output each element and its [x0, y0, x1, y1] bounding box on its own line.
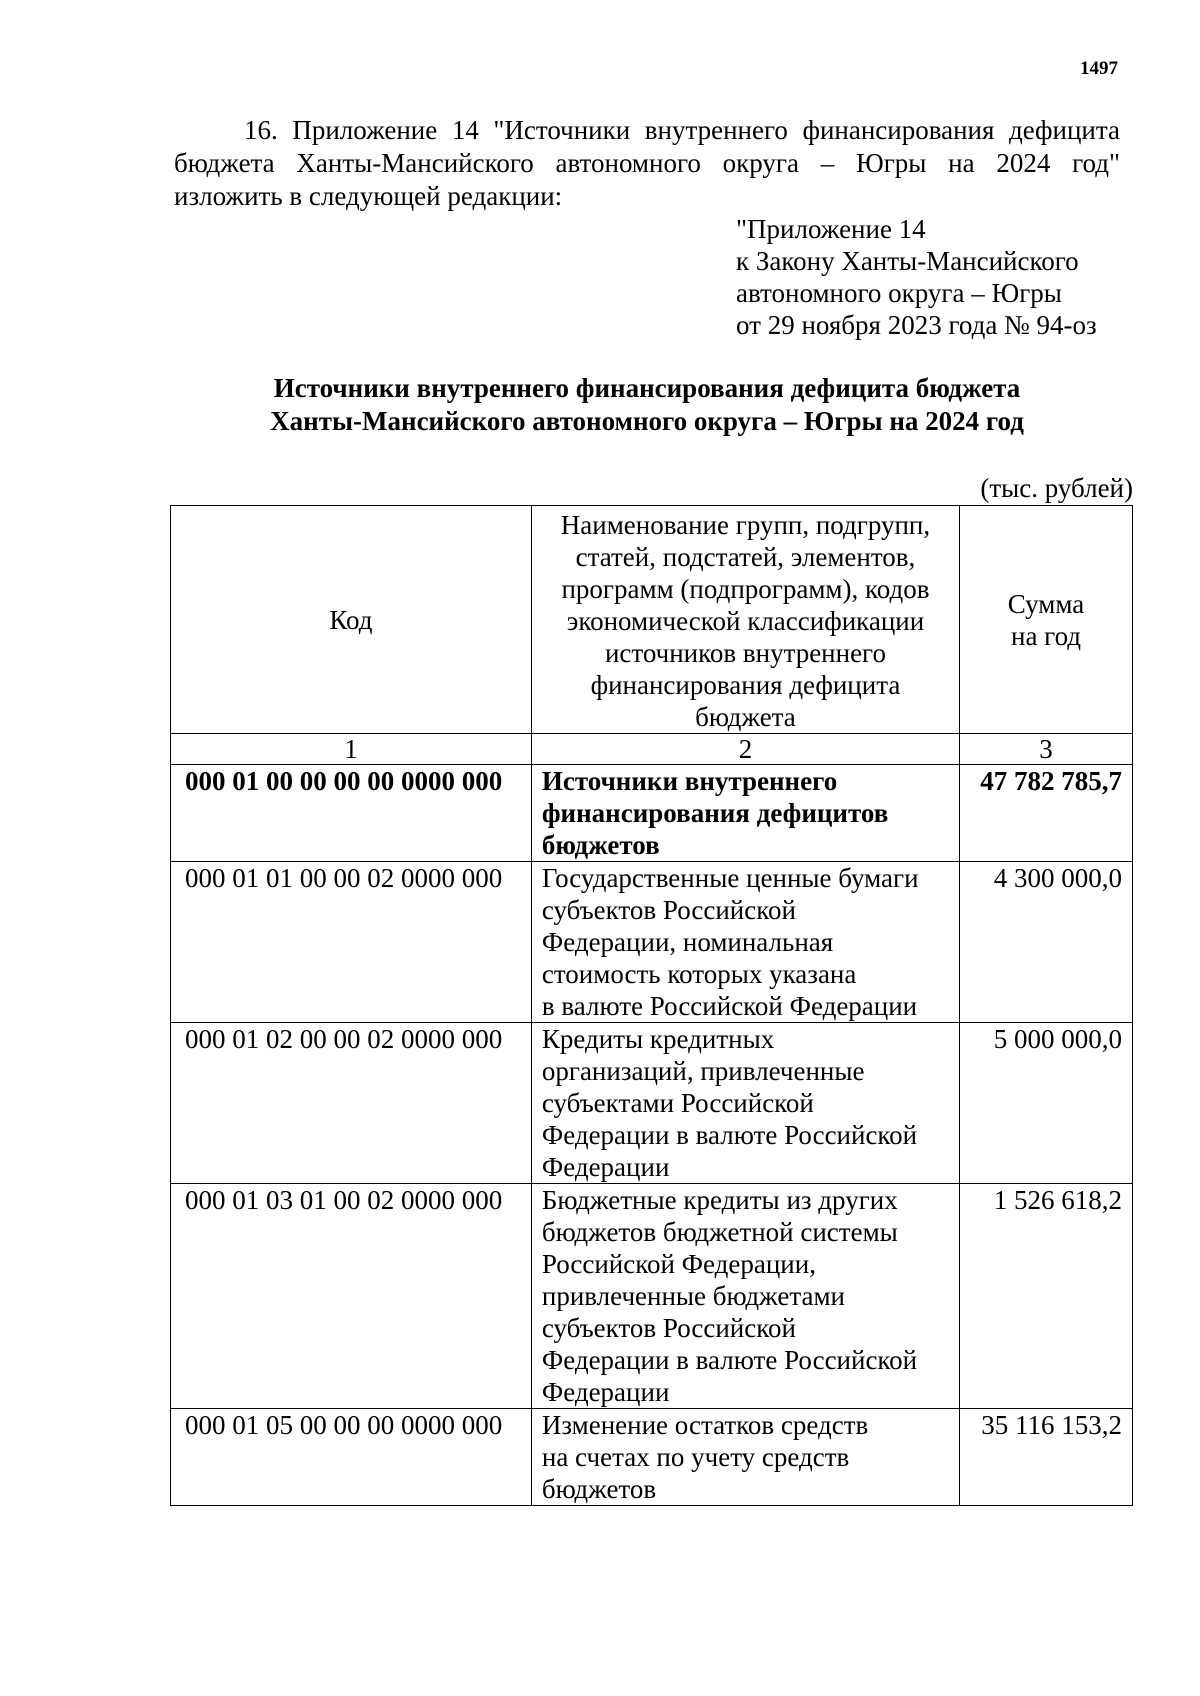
table-row: [171, 1023, 1133, 1184]
annex-reference: [736, 213, 1097, 341]
header-name-line: финансирования дефицита: [590, 670, 901, 700]
table-header-row: [171, 506, 1133, 734]
row-code: 000 01 05 00 00 00 0000 000: [171, 1409, 532, 1506]
column-number: 1: [171, 734, 532, 765]
row-name-line: Источники внутреннего: [541, 766, 838, 796]
row-code: 000 01 01 00 00 02 0000 000: [171, 862, 532, 1023]
amendment-paragraph: [174, 114, 1120, 213]
title-line-2: Ханты-Мансийского автономного округа – Югры на 2024 год: [270, 406, 1024, 436]
annex-ref-line-4: от 29 ноября 2023 года № 94-оз: [736, 310, 1097, 340]
annex-ref-line-2: к Закону Ханты-Мансийского: [736, 246, 1079, 276]
column-number: 3: [960, 734, 1133, 765]
row-amount: 1 526 618,2: [960, 1184, 1133, 1409]
annex-ref-line-1: "Приложение 14: [736, 214, 926, 244]
row-name: [531, 862, 959, 1023]
column-number-row: [171, 734, 1133, 765]
row-name-line: на счетах по учету средств: [541, 1442, 850, 1472]
row-name-line: Кредиты кредитных: [541, 1024, 775, 1054]
row-name-line: бюджетов: [541, 830, 660, 860]
header-name-line: бюджета: [695, 702, 796, 732]
header-name: [531, 506, 959, 734]
amendment-line-1: 16. Приложение 14 "Источники внутреннего финансирования дефицита: [244, 115, 1120, 145]
title-line-1: Источники внутреннего финансирования дефицита бюджета: [273, 373, 1021, 403]
row-name: [531, 1023, 959, 1184]
row-name-line: Федерации: [541, 1377, 670, 1407]
row-code: 000 01 03 01 00 02 0000 000: [171, 1184, 532, 1409]
table-row: [171, 1409, 1133, 1506]
column-number: 2: [531, 734, 959, 765]
header-name-line: Наименование групп, подгрупп,: [560, 510, 931, 540]
row-amount: 4 300 000,0: [960, 862, 1133, 1023]
header-name-line: статей, подстатей, элементов,: [575, 542, 916, 572]
header-sum: [960, 506, 1133, 734]
row-name-line: привлеченные бюджетами: [541, 1281, 845, 1311]
row-name-line: Бюджетные кредиты из других: [541, 1185, 898, 1215]
row-name-line: в валюте Российской Федерации: [541, 991, 918, 1021]
header-name-line: экономической классификации: [566, 606, 925, 636]
table-row-total: [171, 765, 1133, 862]
page-number: 1497: [1080, 58, 1118, 79]
annex-ref-line-3: автономного округа – Югры: [736, 278, 1062, 308]
row-name-line: организаций, привлеченные: [541, 1056, 865, 1086]
row-amount: 35 116 153,2: [960, 1409, 1133, 1506]
header-sum-line-1: Сумма: [1007, 588, 1085, 619]
row-name-line: субъектов Российской: [541, 1313, 796, 1343]
header-code: Код: [171, 506, 532, 734]
row-amount: 5 000 000,0: [960, 1023, 1133, 1184]
row-code: 000 01 00 00 00 00 0000 000: [171, 765, 532, 862]
row-name: [531, 765, 959, 862]
table-row: [171, 1184, 1133, 1409]
unit-label: (тыс. рублей): [980, 473, 1133, 503]
financing-sources-table: [170, 505, 1133, 1506]
row-name-line: Изменение остатков средств: [541, 1410, 869, 1440]
row-name-line: Федерации: [541, 1152, 670, 1182]
row-name-line: Российской Федерации,: [541, 1249, 816, 1279]
document-title: [174, 372, 1120, 438]
header-sum-line-2: на год: [1011, 620, 1082, 651]
row-name: [531, 1409, 959, 1506]
row-name-line: субъектами Российской: [541, 1088, 814, 1118]
row-name-line: бюджетов бюджетной системы: [541, 1217, 898, 1247]
row-name-line: Федерации, номинальная: [541, 927, 834, 957]
amendment-line-2: бюджета Ханты-Мансийского автономного округа – Югры на 2024 год": [174, 148, 1120, 178]
row-name-line: Федерации в валюте Российской: [541, 1345, 918, 1375]
row-name-line: субъектов Российской: [541, 895, 796, 925]
table-row: [171, 862, 1133, 1023]
header-name-line: программ (подпрограмм), кодов: [561, 574, 930, 604]
amendment-line-3: изложить в следующей редакции:: [174, 181, 563, 211]
row-name-line: стоимость которых указана: [541, 959, 857, 989]
row-name: [531, 1184, 959, 1409]
row-name-line: Федерации в валюте Российской: [541, 1120, 918, 1150]
row-name-line: Государственные ценные бумаги: [541, 863, 919, 893]
row-code: 000 01 02 00 00 02 0000 000: [171, 1023, 532, 1184]
header-name-line: источников внутреннего: [604, 638, 886, 668]
row-name-line: бюджетов: [541, 1474, 657, 1504]
row-amount: 47 782 785,7: [960, 765, 1133, 862]
row-name-line: финансирования дефицитов: [541, 798, 889, 828]
